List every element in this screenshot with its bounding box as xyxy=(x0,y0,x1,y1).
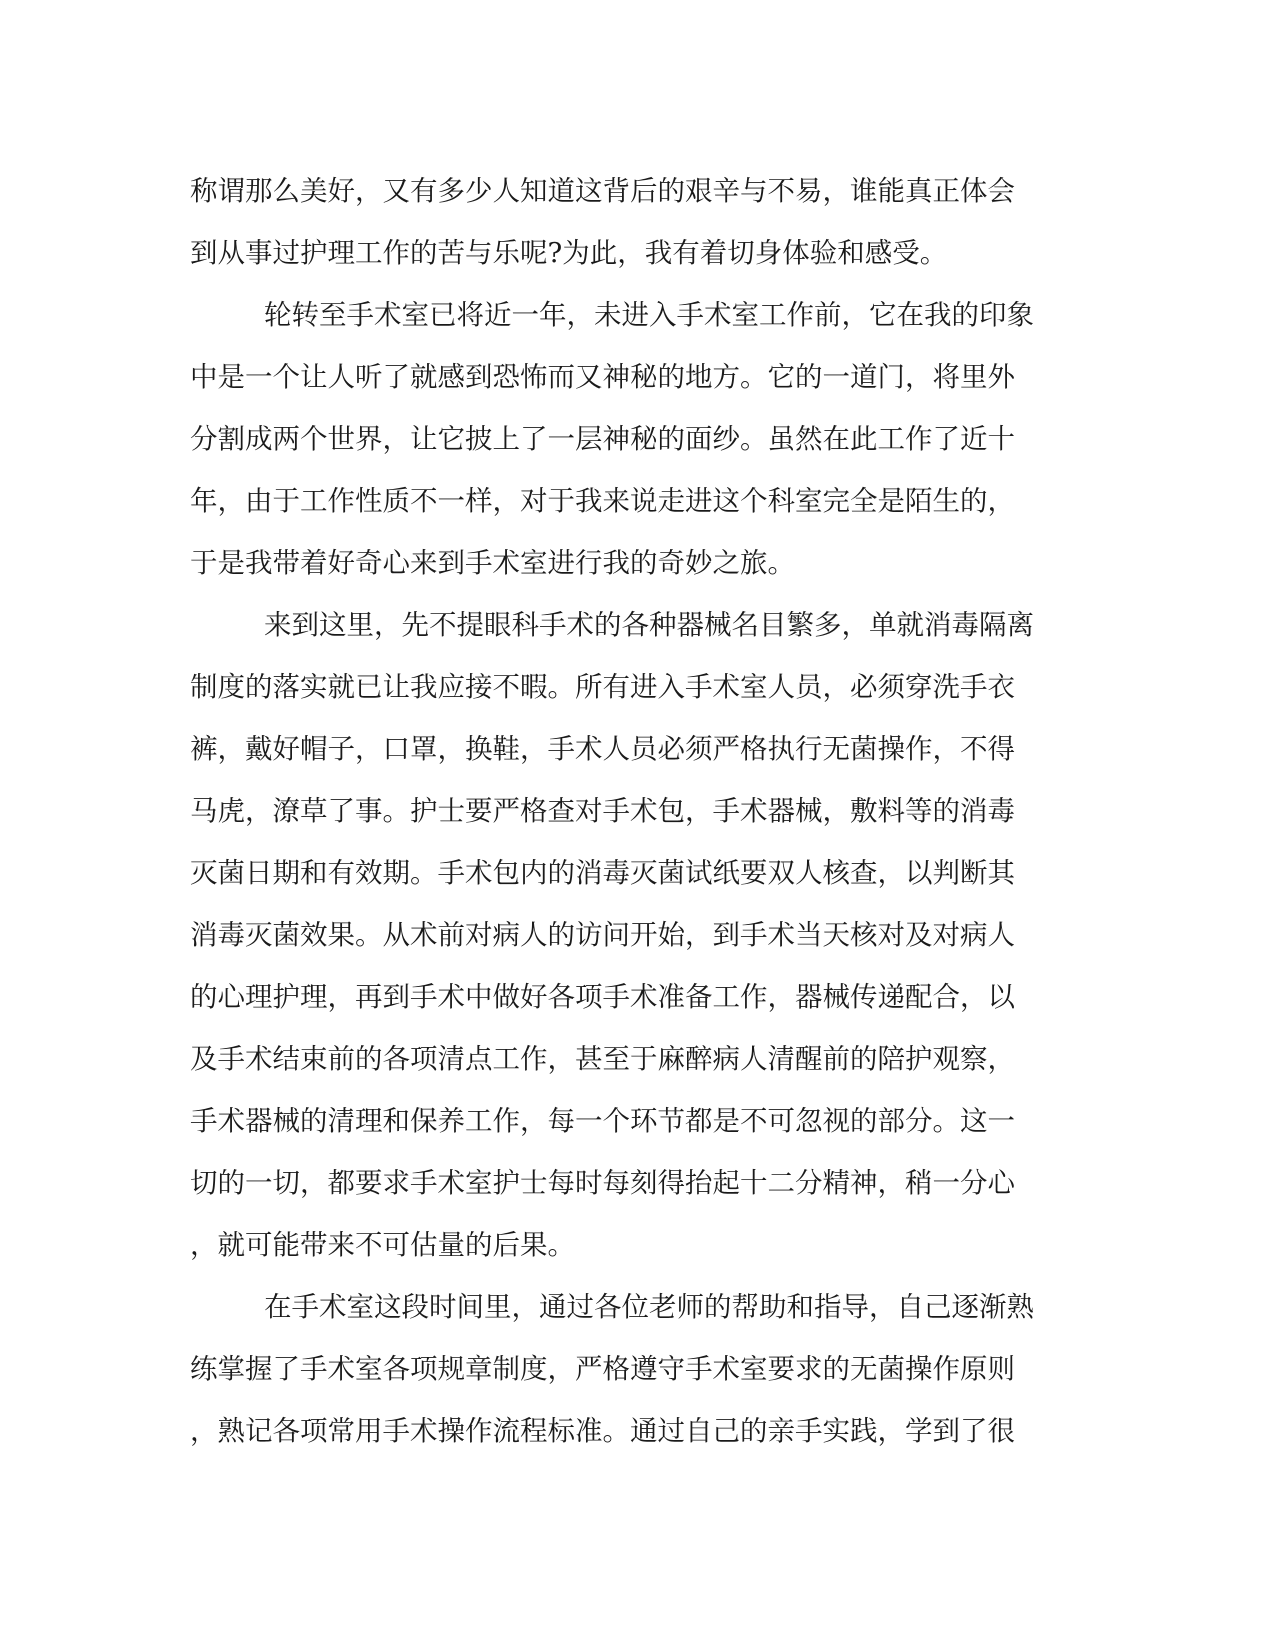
text-line: 的心理护理，再到手术中做好各项手术准备工作，器械传递配合，以 xyxy=(190,981,1015,1013)
text-line: 到从事过护理工作的苦与乐呢?为此，我有着切身体验和感受。 xyxy=(190,237,948,269)
text-line: 切的一切，都要求手术室护士每时每刻得抬起十二分精神，稍一分心 xyxy=(190,1167,1015,1199)
paragraph-start-line: 在手术室这段时间里，通过各位老师的帮助和指导，自己逐渐熟 xyxy=(264,1291,1034,1323)
text-line: 灭菌日期和有效期。手术包内的消毒灭菌试纸要双人核查，以判断其 xyxy=(190,857,1015,889)
text-line: 中是一个让人听了就感到恐怖而又神秘的地方。它的一道门，将里外 xyxy=(190,361,1015,393)
text-line: ，熟记各项常用手术操作流程标准。通过自己的亲手实践，学到了很 xyxy=(190,1415,1015,1447)
text-line: 手术器械的清理和保养工作，每一个环节都是不可忽视的部分。这一 xyxy=(190,1105,1015,1137)
text-line: 马虎，潦草了事。护士要严格查对手术包，手术器械，敷料等的消毒 xyxy=(190,795,1015,827)
text-line: 及手术结束前的各项清点工作，甚至于麻醉病人清醒前的陪护观察， xyxy=(190,1043,1015,1075)
text-line: 制度的落实就已让我应接不暇。所有进入手术室人员，必须穿洗手衣 xyxy=(190,671,1015,703)
body-text xyxy=(190,160,1090,1462)
text-line: ，就可能带来不可估量的后果。 xyxy=(190,1229,575,1261)
paragraph-start-line: 轮转至手术室已将近一年，未进入手术室工作前，它在我的印象 xyxy=(264,299,1034,331)
text-line: 分割成两个世界，让它披上了一层神秘的面纱。虽然在此工作了近十 xyxy=(190,423,1015,455)
text-line: 于是我带着好奇心来到手术室进行我的奇妙之旅。 xyxy=(190,547,795,579)
text-line: 消毒灭菌效果。从术前对病人的访问开始，到手术当天核对及对病人 xyxy=(190,919,1015,951)
text-line: 裤，戴好帽子，口罩，换鞋，手术人员必须严格执行无菌操作，不得 xyxy=(190,733,1015,765)
text-line: 称谓那么美好，又有多少人知道这背后的艰辛与不易，谁能真正体会 xyxy=(190,175,1015,207)
text-line: 年，由于工作性质不一样，对于我来说走进这个科室完全是陌生的， xyxy=(190,485,1015,517)
text-line: 练掌握了手术室各项规章制度，严格遵守手术室要求的无菌操作原则 xyxy=(190,1353,1015,1385)
paragraph-start-line: 来到这里，先不提眼科手术的各种器械名目繁多，单就消毒隔离 xyxy=(264,609,1034,641)
